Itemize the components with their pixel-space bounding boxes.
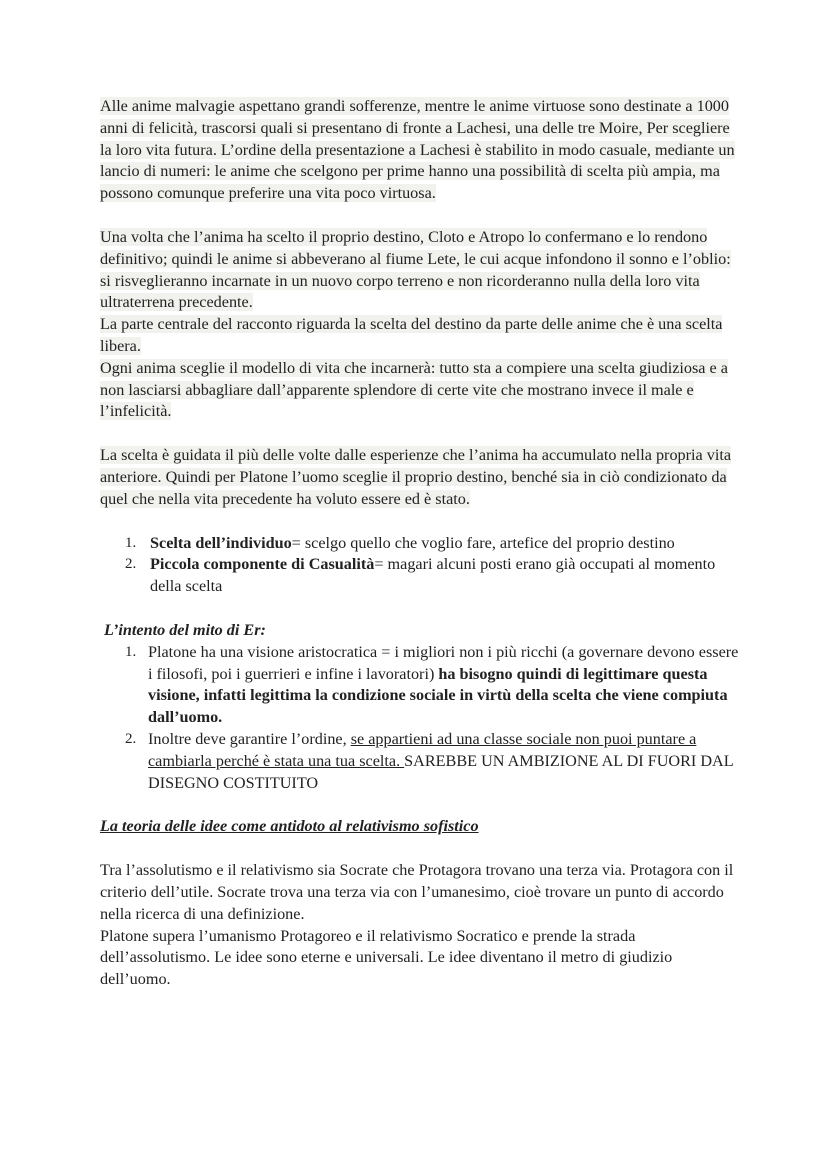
paragraph-anime-malvagie: Alle anime malvagie aspettano grandi sofferenze, mentre le anime virtuose sono destinate a 1000 anni di felicità, trascorsi quali si presentano di fronte a Lachesi, una delle tre Moire, Per scegliere la loro vita futura. L’ordine della presentazione a Lachesi è stabilito in modo casuale, mediante un lancio di numeri: le anime che scelgono per prime hanno una possibilità di scelta più ampia, ma possono comunque preferire una vita poco virtuosa.: [100, 97, 735, 203]
list-item-text: = magari alcuni posti erano già occupati al momento della scelta: [150, 555, 716, 596]
list-item-bold: Scelta dell’individuo: [150, 533, 292, 552]
list-item: 1. Platone ha una visione aristocratica = i migliori non i più ricchi (a governare devono essere i filosofi, poi i guerrieri e infine i lavoratori) ha bisogno quindi di legittimare questa visione, infatti legittima la condizione sociale in virtù della scelta che viene compiuta dall’uomo.: [125, 642, 739, 727]
list-item: 1. Scelta dell’individuo= scelgo quello che voglio fare, artefice del proprio destino: [125, 533, 675, 552]
paragraph-ogni-anima: Ogni anima sceglie il modello di vita che incarnerà: tutto sta a compiere una scelta giudiziosa e a non lasciarsi abbagliare dall’apparente splendore di certe vite che mostrano invece il male e l’infelicità.: [100, 358, 728, 421]
list-item-caps: SAREBBE UN AMBIZIONE AL DI FUORI DAL DISEGNO COSTITUITO: [148, 751, 734, 792]
list-item-text: Inoltre deve garantire l’ordine,: [148, 729, 351, 748]
intent-heading: L’intento del mito di Er:: [104, 620, 266, 639]
paragraph-platone-supera: Platone supera l’umanismo Protagoreo e il relativismo Socratico e prende la strada dell’assolutismo. Le idee sono eterne e universali. Le idee diventano il metro di giudizio dell’uomo.: [100, 926, 673, 989]
paragraph-cloto-atropo: Una volta che l’anima ha scelto il proprio destino, Cloto e Atropo lo confermano e lo rendono definitivo; quindi le anime si abbeverano al fiume Lete, le cui acque infondono il sonno e l’oblio: si risveglieranno incarnate in un nuovo corpo terreno e non ricorderanno nulla della loro vita ultraterrena precedente.: [100, 227, 731, 312]
intent-list: [100, 642, 740, 795]
paragraph-parte-centrale: La parte centrale del racconto riguarda la scelta del destino da parte delle anime che è una scelta libera.: [100, 315, 723, 355]
section-heading: La teoria delle idee come antidoto al relativismo sofistico: [100, 817, 479, 836]
list-item-underlined: se appartieni ad una classe sociale non puoi puntare a cambiarla perché è stata una tua scelta.: [148, 729, 697, 770]
list-item-bold: ha bisogno quindi di legittimare questa visione, infatti legittima la condizione sociale in virtù della scelta che viene compiuta dall’uomo.: [148, 664, 728, 727]
list-item-bold: Piccola componente di Casualità: [150, 555, 375, 574]
list-item-text: Platone ha una visione aristocratica = i migliori non i più ricchi (a governare devono essere i filosofi, poi i guerrieri e infine i lavoratori): [148, 642, 739, 683]
list-item-text: = scelgo quello che voglio fare, artefice del proprio destino: [291, 533, 675, 552]
list-item: 2. Inoltre deve garantire l’ordine, se appartieni ad una classe sociale non puoi puntare a cambiarla perché è stata una tua scelta. SAREBBE UN AMBIZIONE AL DI FUORI DAL DISEGNO COSTITUITO: [125, 729, 734, 792]
paragraph-scelta-guidata: La scelta è guidata il più delle volte dalle esperienze che l’anima ha accumulato nella propria vita anteriore. Quindi per Platone l’uomo sceglie il proprio destino, benché sia in ciò condizionato da quel che nella vita precedente ha voluto essere ed è stato.: [100, 446, 732, 508]
paragraph-assolutismo: Tra l’assolutismo e il relativismo sia Socrate che Protagora trovano una terza via. Protagora con il criterio dell’utile. Socrate trova una terza via con l’umanesimo, cioè trovare un punto di accordo nella ricerca di una definizione.: [100, 861, 734, 923]
scelta-list: [100, 533, 740, 598]
list-item: 2. Piccola componente di Casualità= magari alcuni posti erano già occupati al momento della scelta: [125, 555, 716, 596]
document-page: [100, 96, 740, 991]
